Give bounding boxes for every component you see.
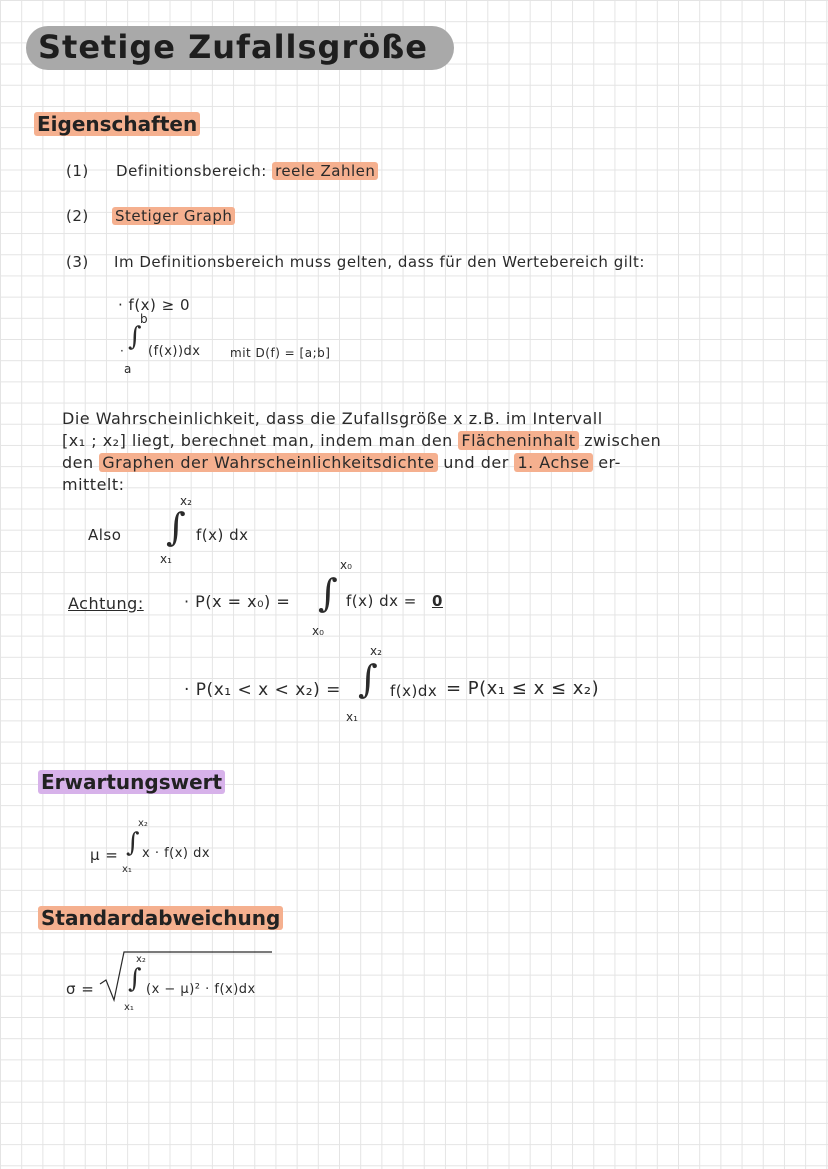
integral-sign-icon: ∫ [126, 828, 140, 858]
erwartungswert-lhs: μ = [90, 846, 119, 864]
integral-domain: mit D(f) = [a;b] [230, 346, 331, 360]
integral-sign-icon: ∫ [128, 322, 142, 352]
paragraph-line-2-end: zwischen [584, 431, 662, 450]
standardabweichung-upper-bound: x₂ [136, 954, 146, 965]
property-2-number: (2) [66, 207, 89, 225]
heading-standardabweichung: Standardabweichung [38, 906, 283, 930]
paragraph-line-3 [62, 452, 661, 474]
eq2-upper-bound: x₂ [370, 644, 382, 658]
also-upper-bound: x₂ [180, 494, 192, 508]
property-2-value: Stetiger Graph [112, 207, 235, 225]
integral-expression: (f(x))dx [148, 344, 201, 359]
integral-lower-bound: a [124, 362, 132, 376]
property-3-text: Im Definitionsbereich muss gelten, dass für den Wertebereich gilt: [114, 253, 645, 271]
heading-erwartungswert: Erwartungswert [38, 770, 225, 794]
paragraph-line-3-text: den [62, 453, 94, 472]
paragraph-line-3-end: er- [598, 453, 621, 472]
paragraph-line-1: Die Wahrscheinlichkeit, dass die Zufallsgröße x z.B. im Intervall [62, 409, 603, 428]
highlight-flaecheninhalt: Flächeninhalt [458, 431, 578, 450]
eq1-result: 0 [432, 592, 443, 610]
integral-sign-icon: ∫ [318, 571, 338, 615]
integral-sign-icon: ∫ [128, 964, 142, 994]
eq2-expression: f(x)dx [390, 682, 438, 700]
standardabweichung-expression: (x − μ)² · f(x)dx [146, 982, 256, 997]
paragraph-line-2-text: [x₁ ; x₂] liegt, berechnet man, indem man den [62, 431, 453, 450]
integral-sign-icon: ∫ [358, 657, 378, 701]
property-1-value: reele Zahlen [272, 162, 378, 180]
highlight-achse: 1. Achse [514, 453, 592, 472]
paragraph-line-3-mid: und der [443, 453, 509, 472]
paragraph-line-4: mittelt: [62, 475, 125, 494]
eq1-lower-bound: x₀ [312, 624, 324, 638]
condition-integral-bullet: · [120, 344, 124, 358]
eq2-rhs: = P(x₁ ≤ x ≤ x₂) [446, 678, 600, 699]
property-1-number: (1) [66, 162, 89, 180]
property-1-label: Definitionsbereich: [116, 162, 267, 180]
achtung-label: Achtung: [68, 594, 144, 613]
also-lower-bound: x₁ [160, 552, 172, 566]
also-expression: f(x) dx [196, 526, 249, 544]
page-title: Stetige Zufallsgröße [26, 26, 454, 70]
condition-nonnegative: · f(x) ≥ 0 [118, 296, 191, 314]
erwartungswert-lower-bound: x₁ [122, 864, 132, 875]
achtung-eq1-lhs: · P(x = x₀) = [184, 592, 291, 611]
eq2-lower-bound: x₁ [346, 710, 358, 724]
eq1-upper-bound: x₀ [340, 558, 352, 572]
integral-sign-icon: ∫ [166, 505, 186, 549]
achtung-eq2-lhs: · P(x₁ < x < x₂) = [184, 680, 341, 700]
erwartungswert-upper-bound: x₂ [138, 818, 148, 829]
erwartungswert-expression: x · f(x) dx [142, 846, 211, 861]
eq1-expression: f(x) dx = [346, 592, 417, 610]
heading-eigenschaften: Eigenschaften [34, 112, 200, 136]
integral-upper-bound: b [140, 312, 148, 326]
property-1 [66, 162, 378, 180]
property-2 [66, 207, 235, 225]
standardabweichung-lower-bound: x₁ [124, 1002, 134, 1013]
highlight-graph-dichte: Graphen der Wahrscheinlichkeitsdichte [99, 453, 437, 472]
also-label: Also [88, 526, 122, 544]
standardabweichung-lhs: σ = [66, 980, 95, 998]
property-3-number: (3) [66, 253, 89, 271]
paragraph-line-2 [62, 430, 661, 452]
paragraph-probability [62, 408, 661, 496]
property-3 [66, 253, 645, 271]
